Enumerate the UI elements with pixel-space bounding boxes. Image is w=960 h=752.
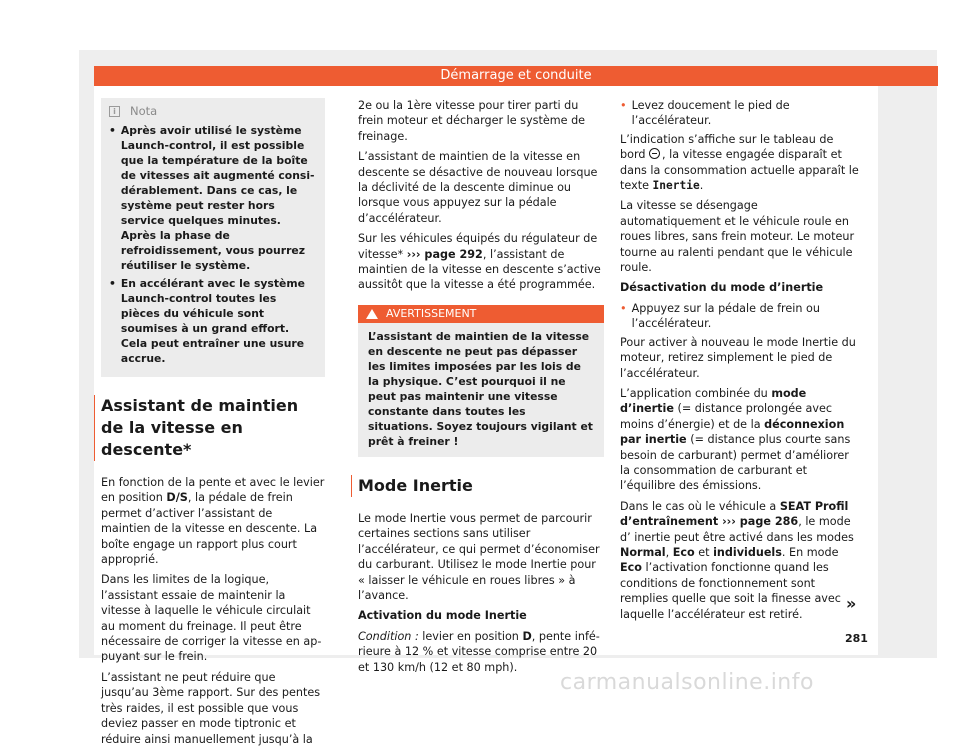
note-box <box>101 98 325 377</box>
warning-box <box>358 305 604 457</box>
coasting-indicator-icon <box>649 148 660 159</box>
warning-icon <box>366 309 378 319</box>
paragraph: La vitesse se désengage automatiquement et le véhicule roule en roues libres, sans frein moteur. Le moteur tourne au ralenti pendant que le véhicule roule. <box>620 199 855 275</box>
bullet-icon: • <box>109 124 116 137</box>
bullet-icon: • <box>109 277 116 290</box>
watermark: carmanualsonline.info <box>560 670 814 695</box>
column-1 <box>101 98 325 752</box>
paragraph: Dans les limites de la logique, l’assistant essaie de maintenir la vitesse à laquelle le véhicule circulait au moment du freinage. Il peut être nécessaire de corriger la vitesse en appuyant sur le frein. <box>101 573 322 664</box>
paragraph: Dans le cas où le véhicule a SEAT Profil d’entraînement ››› page 286, le mode d’ inertie peut être activé dans les modes Normal, Eco et individuels. En mode Eco l’activation fonctionne quand les conditions de fonctionnement sont remplies quelle que soit la finesse avec laquelle l’accélérateur est retiré. <box>620 499 854 621</box>
page-link[interactable]: ››› page 286 <box>718 515 799 529</box>
subheading-deactivation: Désactivation du mode d’inertie <box>620 281 824 295</box>
note-item: • En accélérant avec le système Launch-control toutes les pièces du véhicule sont soumises à un grand effort. Cela peut entraîner une usure accrue. <box>109 277 305 365</box>
paragraph: Sur les véhicules équipés du régulateur de vitesse* ››› page 292, l’assistant de maintien de la vitesse en descente s’active aussitôt que la vitesse a été programmée. <box>358 232 601 292</box>
paragraph: 2e ou la 1ère vitesse pour tirer parti du frein moteur et décharger le système de freinage. <box>358 99 586 143</box>
step-item: • Levez doucement le pied de l’accélérateur. <box>620 99 790 128</box>
warning-label: AVERTISSEMENT <box>386 306 477 320</box>
page-header: Démarrage et conduite <box>94 66 938 86</box>
warning-header <box>358 305 604 323</box>
paragraph: En fonction de la pente et avec le levier en position D/S, la pédale de frein permet d’activer l’assistant de maintien de la vitesse en descente. La boîte engage un rapport plus court approprié. <box>101 476 325 567</box>
paragraph: L’indication s’affiche sur le tableau de bord , la vitesse engagée disparaît et dans la consommation actuelle apparaît le texte Inertie. <box>620 132 859 193</box>
paragraph: Condition : levier en position D, pente inférieure à 12 % et vitesse comprise entre 20 et 130 km/h (12 et 80 mph). <box>358 629 600 674</box>
section-title-inertia: Mode Inertie <box>351 475 604 497</box>
note-item: • Après avoir utilisé le système Launch-control, il est possible que la température de la boîte de vitesses ait augmenté considérablement. Dans ce cas, le système peut rester hors service quelques minutes. Après la phase de refroidissement, vous pourrez réutiliser le système. <box>109 124 315 272</box>
paragraph: Pour activer à nouveau le mode Inertie du moteur, retirez simplement le pied de l’accélérateur. <box>620 335 856 380</box>
paragraph: L’application combinée du mode d’inertie (= distance prolongée avec moins d’énergie) et de la déconnexion par inertie (= distance plus courte sans besoin de carburant) permet d’améliorer la consommation de carburant et l’équilibre des émissions. <box>620 386 851 493</box>
page-number: 281 <box>845 632 868 645</box>
column-3 <box>620 98 860 627</box>
note-label: Nota <box>130 104 158 118</box>
page-link[interactable]: ››› page 292 <box>406 247 483 261</box>
bullet-icon: • <box>620 99 627 112</box>
subheading-activation: Activation du mode Inertie <box>358 609 527 623</box>
paragraph: Le mode Inertie vous permet de parcourir certaines sections sans utiliser l’accélérateur, ce qui permet d’économiser du carburant. Utilisez le mode Inertie pour « laisser le véhicule en roues libres » à l’avance. <box>358 511 600 602</box>
warning-text: L’assistant de maintien de la vitesse en descente ne peut pas dépasser les limites imposées par les lois de la physique. C’est pourquoi il ne peut pas maintenir une vitesse constante dans toutes les situations. Soyez toujours vigilant et prêt à freiner ! <box>368 329 593 448</box>
paragraph: L’assistant de maintien de la vitesse en descente se désactive de nouveau lorsque la déclivité de la descente diminue ou lorsque vous appuyez sur la pédale d’accélérateur. <box>358 150 598 225</box>
step-item: • Appuyez sur la pédale de frein ou l’accélérateur. <box>620 301 820 331</box>
note-header <box>109 104 317 119</box>
info-icon: i <box>109 106 120 117</box>
paragraph: L’assistant ne peut réduire que jusqu’au 3ème rapport. Sur des pentes très raides, il est possible que vous deviez passer en mode tiptronic et réduire ainsi manuellement jusqu’à la <box>101 670 321 746</box>
section-title-descent-assist: Assistant de maintien de la vitesse en descente* <box>94 395 325 461</box>
column-2 <box>358 98 604 680</box>
bullet-icon: • <box>620 301 627 315</box>
continue-mark: » <box>846 594 857 613</box>
